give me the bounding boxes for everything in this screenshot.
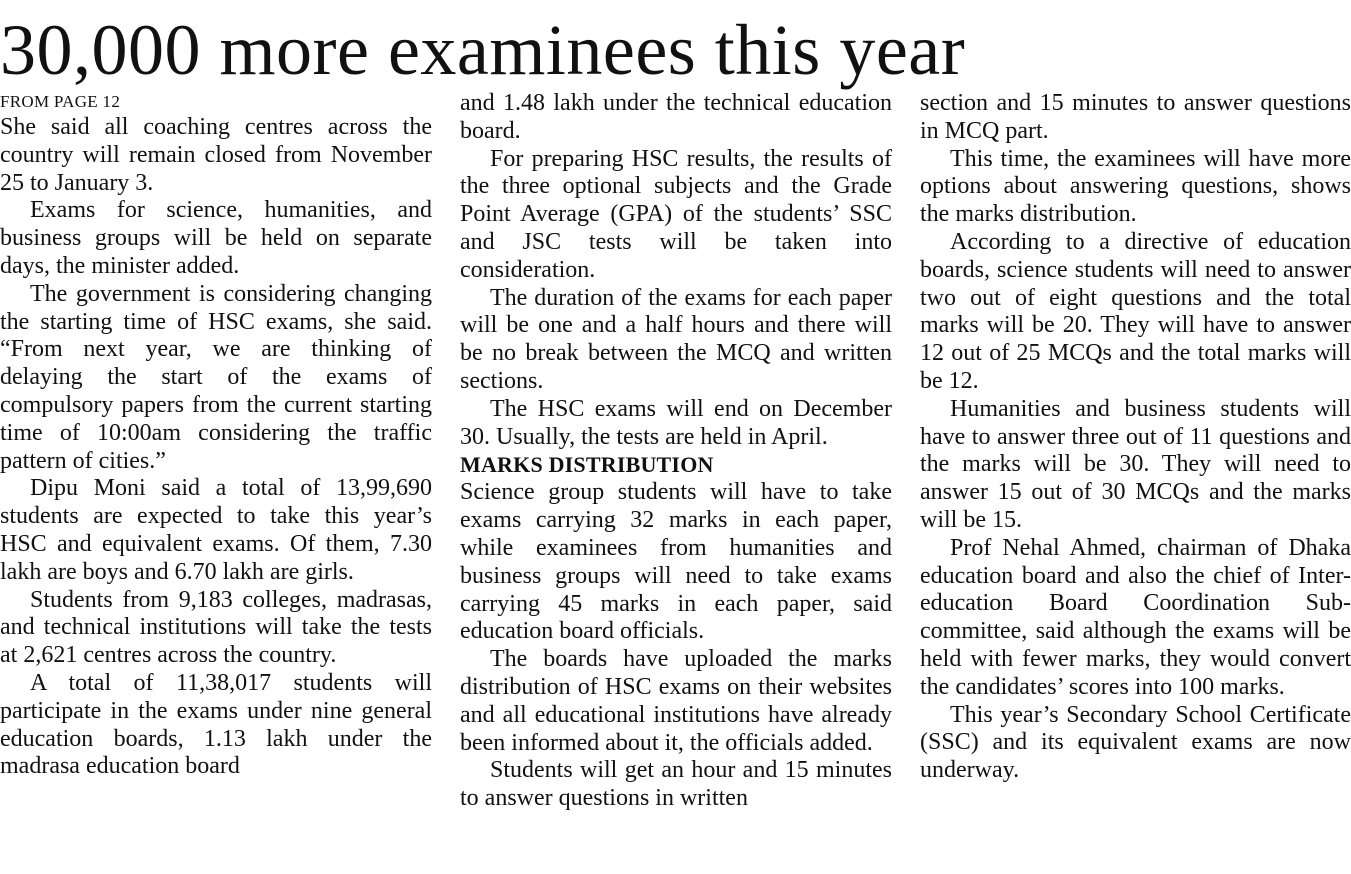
paragraph: Students will get an hour and 15 minutes to answer questions in written <box>460 757 892 812</box>
continuation-kicker: FROM PAGE 12 <box>0 92 121 111</box>
paragraph: The government is considering changing the starting time of HSC exams, she said. “From next year, we are thinking of delaying the start of the exams of compulsory papers from the current starting time of 10:00am considering the traffic pattern of cities.” <box>0 280 432 474</box>
paragraph: For preparing HSC results, the results of the three optional subjects and the Grade Point Average (GPA) of the students’ SSC and JSC tests will be taken into consideration. <box>460 145 892 283</box>
headline: 30,000 more examinees this year <box>0 10 966 90</box>
paragraph: This time, the examinees will have more options about answering questions, shows the marks distribution. <box>920 145 1351 228</box>
paragraph: and 1.48 lakh under the technical education board. <box>460 90 892 144</box>
paragraph: Dipu Moni said a total of 13,99,690 students are expected to take this year’s HSC and equivalent exams. Of them, 7.30 lakh are boys and 6.70 lakh are girls. <box>0 475 432 585</box>
paragraph: Students from 9,183 colleges, madrasas, and technical institutions will take the tests at 2,621 centres across the country. <box>0 586 432 669</box>
paragraph: She said all coaching centres across the country will remain closed from November 25 to January 3. <box>0 114 432 196</box>
paragraph: Prof Nehal Ahmed, chairman of Dhaka education board and also the chief of Inter-education Board Coordination Sub-committee, said although the exams will be held with fewer marks, they would convert the candidates’ scores into 100 marks. <box>920 534 1351 700</box>
paragraph: This year’s Secondary School Certificate (SSC) and its equivalent exams are now underway. <box>920 701 1351 784</box>
paragraph: The HSC exams will end on December 30. Usually, the tests are held in April. <box>460 395 892 450</box>
paragraph: section and 15 minutes to answer questions in MCQ part. <box>920 90 1351 144</box>
paragraph: Exams for science, humanities, and business groups will be held on separate days, the minister added. <box>0 197 432 279</box>
article-column-3 <box>920 90 1351 785</box>
article-column-1 <box>0 90 432 781</box>
paragraph: A total of 11,38,017 students will participate in the exams under nine general education boards, 1.13 lakh under the madrasa education board <box>0 669 432 780</box>
paragraph: Science group students will have to take exams carrying 32 marks in each paper, while examinees from humanities and business groups will need to take exams carrying 45 marks in each paper, said education board officials. <box>460 479 892 645</box>
paragraph: Humanities and business students will have to answer three out of 11 questions and the marks will be 30. They will need to answer 15 out of 30 MCQs and the marks will be 15. <box>920 395 1351 533</box>
section-subhead: MARKS DISTRIBUTION <box>460 452 714 478</box>
paragraph: The boards have uploaded the marks distribution of HSC exams on their websites and all educational institutions have already been informed about it, the officials added. <box>460 646 892 756</box>
paragraph: The duration of the exams for each paper will be one and a half hours and there will be no break between the MCQ and written sections. <box>460 284 892 394</box>
paragraph: According to a directive of education boards, science students will need to answer two out of eight questions and the total marks will be 20. They will have to answer 12 out of 25 MCQs and the total marks will be 12. <box>920 228 1351 394</box>
article-column-2 <box>460 90 892 813</box>
